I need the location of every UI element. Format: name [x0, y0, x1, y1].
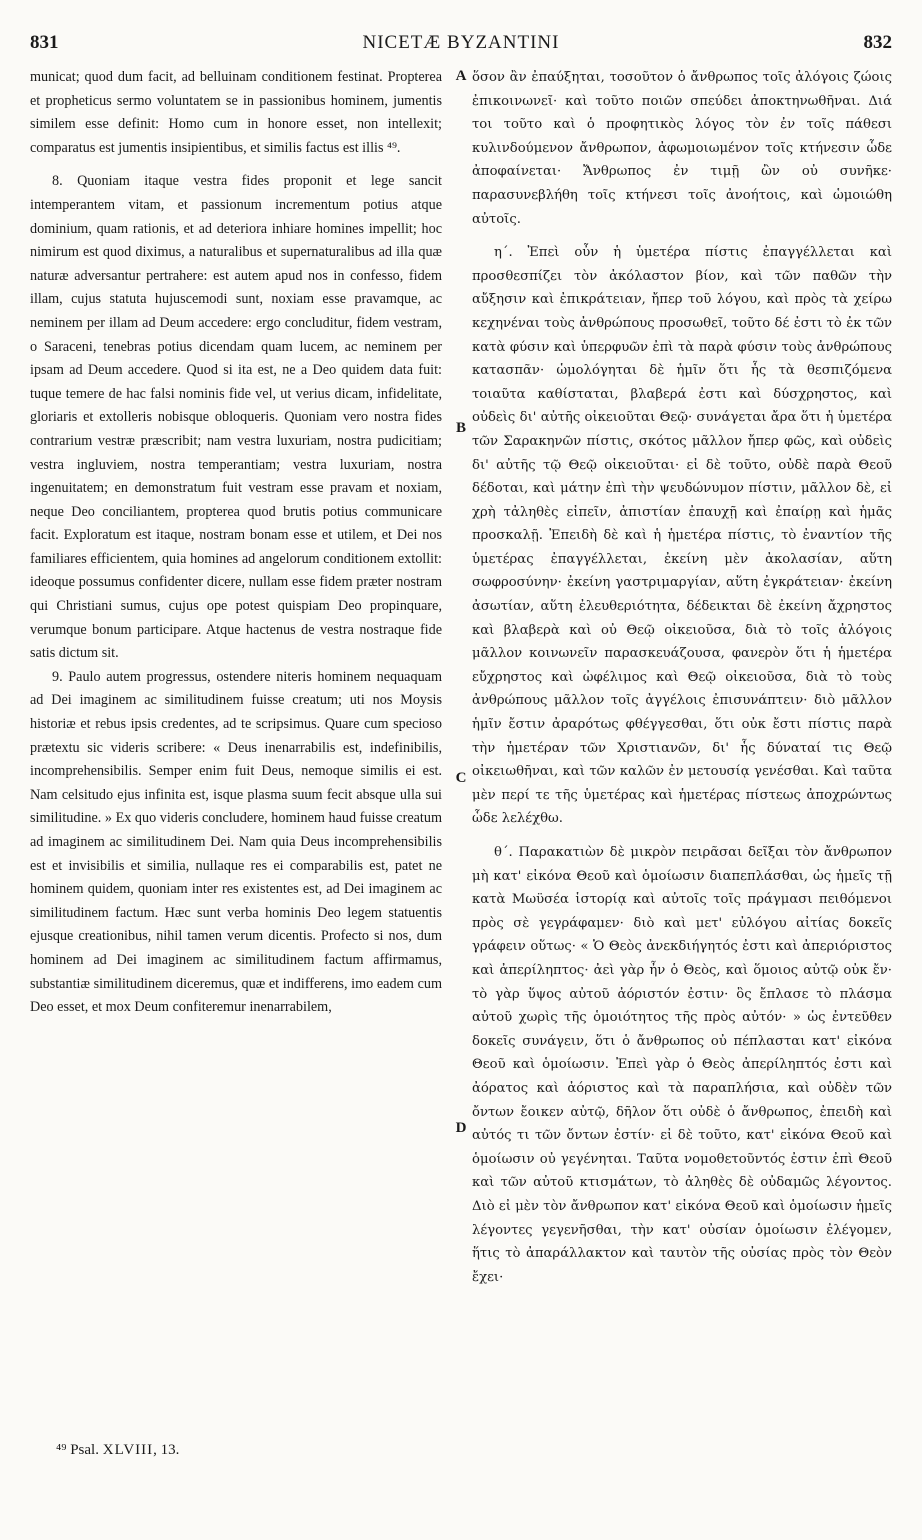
greek-column	[472, 66, 892, 1289]
section-marker-b: B	[455, 420, 466, 436]
page-number-left: 831	[30, 32, 59, 53]
greek-paragraph-1: ὅσον ἂν ἐπαύξηται, τοσοῦτον ὁ ἄνθρωπος τοῖς ἀλόγοις ζώοις ἐπικοινωνεῖ· καὶ τοῦτο ποιῶν σπεύδει ἀποκτηνωθῆναι. Διά τοι τοῦτο καὶ ὁ προφητικὸς λόγος τὸν ἐν τοῖς πάθεσι κυλινδούμενον ἄνθρωπον, ἀφωμοιωμένον τοῖς κτήνεσιν ὧδε ἀποφαίνεται· Ἄνθρωπος ἐν τιμῇ ὢν οὐ συνῆκε· παρασυνεβλήθη τοῖς κτήνεσι τοῖς ἀνοήτοις, καὶ ὡμοιώθη αὐτοῖς.	[472, 70, 892, 227]
running-title: NICETÆ BYZANTINI	[362, 32, 560, 53]
footnote	[56, 1442, 179, 1459]
section-marker-a: A	[455, 68, 467, 84]
latin-paragraph-9: 9. Paulo autem progressus, ostendere niteris hominem nequaquam ad Dei imaginem ac similitudinem fuisse creatum; uti nos Moysis historiæ et rebus ipsis credentes, ad te scripsimus. Quare cum specioso prætextu sic videris scribere: « Deus inenarrabilis est, indefinibilis, incomprehensibilis. Semper enim fuit Deus, nemoque similis ei est. Nam celsitudo ejus infinita est, isque plasma suum fecit absque ulla sui similitudine. » Ex quo videris concludere, hominem haud fuisse creatum ad imaginem ac similitudinem Dei. Nam quia Deus incomprehensibilis est et invisibilis et similia, nullaque res ei comparabilis est, patet ne hominem quidem, quoniam inter res existentes est, ad Dei imaginem ac similitudinem factum. Hæc sunt verba hominis Deo legem statuentis ejusque creationibus, nihil tamen verum dicentis. Profecto si nos, dum hominem ad Dei imaginem ac similitudinem factum affirmamus, substantiæ similitudinem diceremus, quæ et indifferens, imo eadem cum Deo esset, et mox Deum confiteremur inenarrabilem,	[30, 668, 442, 1016]
greek-paragraph-8: η΄. Ἐπεὶ οὖν ἡ ὑμετέρα πίστις ἐπαγγέλλεται καὶ προσθεσπίζει τὸν ἀκόλαστον βίον, καὶ τῶν παθῶν τὴν αὔξησιν καὶ ἐπικράτειαν, ἤπερ τοῦ λόγου, καὶ πρὸς τὰ χείρω κεχηνέναι τοὺς ἀνθρώπους προσωθεῖ, τοῦτο δέ ἐστι τὸ ἐκ τῶν κατὰ φύσιν καὶ ὑπερφυῶν ἐπὶ τὰ παρὰ φύσιν τοὺς ἀνθρώπους κατασπᾶν· ὡμολόγηται δὲ ἡμῖν ὅτι ἧς τὰ θεσπιζόμενα τοιαῦτα καθίσταται, βλαβερά ἐστι καὶ δύσχρηστος, καὶ οὐδεὶς δι' αὐτῆς οἰκειοῦται Θεῷ· συνάγεται ἄρα ὅτι ἡ ὑμετέρα τῶν Σαρακηνῶν πίστις, σκότος μᾶλλον ἤπερ φῶς, καὶ οὐδεὶς δι' αὐτῆς τῷ Θεῷ οἰκειοῦται· εἰ δὲ τοῦτο, οὐδὲ παρὰ Θεοῦ δέδοται, καὶ μάτην ἐπὶ τὴν ψευδώνυμον πίστιν, μᾶλλον δὲ, εἰ χρὴ τἀληθὲς εἰπεῖν, ἀπιστίαν ἐπαυχῇ καὶ ἐπαίρῃ καὶ ἡμᾶς προσκαλῇ. Ἐπειδὴ δὲ καὶ ἡ ἡμετέρα πίστις, τὸ ἐναντίον τῆς ὑμετέρας ἐπαγγέλλεται, ἐκείνη μὲν ἀκολασίαν, αὕτη σωφροσύνην· ἐκείνη γαστριμαργίαν, αὕτη ἐγκράτειαν· ἐκείνη ἀσωτίαν, αὕτη ἐλευθεριότητα, δέδεικται δὲ ἐκείνη ἄχρηστος καὶ βλαβερὰ καὶ οὐ Θεῷ οἰκειοῦσα, διὰ τὸ τοῖς ἀλόγοις μᾶλλον κοινωνεῖν παρασκευάζουσα, φανερὸν ὅτι ἡ ἡμετέρα εὔχρηστος καὶ ὠφέλιμος καὶ Θεῷ οἰκειοῦσα, διὰ τὸ τοὺς ἀνθρώπους μᾶλλον τοῖς ἀγγέλοις ἐπισυνάπτειν· διὸ μᾶλλον ἡμῖν ἔστιν ἀραρότως φθέγγεσθαι, ὅτι οὐκ ἔστι πίστις παρὰ τὴν ἡμετέραν τῶν Χριστιανῶν, δι' ἧς δύναταί τις Θεῷ οἰκειωθῆναι, καὶ τῶν καλῶν ἐν μετουσίᾳ γενέσθαι. Καὶ ταῦτα μὲν περί τε τῆς ὑμετέρας καὶ ἡμετέρας πίστεως ἀποχρώντως ὧδε λελέχθω.	[472, 245, 892, 827]
page-number-right: 832	[863, 32, 892, 53]
page-header	[30, 32, 892, 60]
footnote-ref: Psal.	[70, 1442, 99, 1458]
footnote-book: XLVIII	[102, 1442, 154, 1458]
greek-paragraph-9: θ΄. Παρακατιὼν δὲ μικρὸν πειρᾶσαι δεῖξαι τὸν ἄνθρωπον μὴ κατ' εἰκόνα Θεοῦ καὶ ὁμοίωσιν διαπεπλάσθαι, ὡς ἡμεῖς τῇ κατὰ Μωϋσέα ἱστορίᾳ καὶ αὐτοῖς τοῖς πράγμασι πειθόμενοι πρὸς σὲ γεγράφαμεν· διὸ καὶ μετ' εὐλόγου αἰτίας δοκεῖς γράφειν οὕτως· « Ὁ Θεὸς ἀνεκδιήγητός ἐστι καὶ ἀπεριόριστος καὶ ἀπερίληπτος· ἀεὶ γὰρ ἦν ὁ Θεὸς, καὶ ὅμοιος αὐτῷ οὐκ ἔν· τὸ γὰρ ὕψος αὐτοῦ ἀόριστόν ἐστιν· ὃς ἔπλασε τὸ πλάσμα αὐτοῦ χωρὶς τῆς ὁμοιότητος τῆς πρὸς αὐτόν· » ὡς ἐντεῦθεν δοκεῖς συνάγειν, ὅτι ὁ ἄνθρωπος οὐ πέπλασται κατ' εἰκόνα Θεοῦ καὶ ὁμοίωσιν. Ἐπεὶ γὰρ ὁ Θεὸς ἀπερίληπτός ἐστι καὶ ἀόρατος καὶ ἀόριστος καὶ τὰ παραπλήσια, καὶ οὐδὲν τῶν ὄντων ἔοικεν αὐτῷ, δῆλον ὅτι οὐδὲ ὁ ἄνθρωπος, ἐπειδὴ καὶ αὐτός τι τῶν ὄντων ἐστίν· εἰ δὲ τοῦτο, κατ' εἰκόνα Θεοῦ καὶ ὁμοίωσιν οὐ γεγένηται. Ταῦτα νομοθετοῦντός ἐστιν ἐπὶ Θεοῦ καὶ τῶν αὐτοῦ κτισμάτων, τὸ ἀληθὲς δὲ οὐδαμῶς λέγοντος. Διὸ εἰ μὲν τὸν ἄνθρωπον κατ' εἰκόνα Θεοῦ καὶ ὁμοίωσιν ἡμεῖς λέγοντες γεγενῆσθαι, τὴν κατ' οὐσίαν ὁμοίωσιν ἐλέγομεν, ἥτις τὸ ἀπαράλλακτον καὶ ταυτὸν τῆς οὐσίας πρὸς τὸν Θεὸν ἔχει·	[472, 845, 892, 1285]
latin-column	[30, 66, 442, 1020]
latin-paragraph-8: 8. Quoniam itaque vestra fides proponit et lege sancit intemperantem vitam, et passionum incrementum potius atque dominium, quam rationis, et ad deteriora inhiare homines impellit; hoc nimirum est quod diximus, a naturalibus et supernaturalibus ad illa quæ naturæ adversantur pertrahere: est autem apud nos in confesso, fidem illam, cujus statuta hujuscemodi sunt, noxiam esse pravamque, ac neminem per illam ad Deum accedere: ergo concluditur, fidem vestram, o Saraceni, tenebras potius dicendam quam lucem, ac neminem per ipsam ad Deum accedere. Quod si ita est, ne a Deo quidem data fuit: tuque temere de hac falsi nominis fide vel, ut verius dicam, infidelitate, gloriaris et extolleris nobisque obloqueris. Quoniam vero nostra fides contrarium vestræ præscribit; nam vestra luxuriam, nostra pudicitiam; vestra ingluviem, nostra temperantiam; vestra luxuriam, nostra ingenuitatem; en demonstratum fuit vestram esse pravam et noxiam, neque Deo conciliantem, propterea quod brutis potius communicare facit. Exploratum est itaque, nostram bonam esse et utilem, et Dei nos familiares efficientem, quia homines ad angelorum conditionem extollit: ideoque possumus confidenter dicere, nullam esse fidem præter nostram qui Christiani sumus, cujus ope potest quispiam Deo propinquare, verumque bonum participare. Atque hactenus de vestra nostraque fide satis dictum sit.	[30, 173, 442, 662]
footnote-verse: , 13.	[153, 1442, 180, 1458]
footnote-number: ⁴⁹	[56, 1442, 67, 1458]
section-marker-c: C	[455, 770, 467, 786]
latin-paragraph-1: municat; quod dum facit, ad belluinam conditionem festinat. Propterea et propheticus sermo voluntatem se in passionibus hominem, jumentis similem esse definit: Homo cum in honore esset, non intellexit; comparatus est jumentis insipientibus, et similis factus est illis ⁴⁹.	[30, 69, 442, 156]
section-marker-d: D	[455, 1120, 467, 1136]
